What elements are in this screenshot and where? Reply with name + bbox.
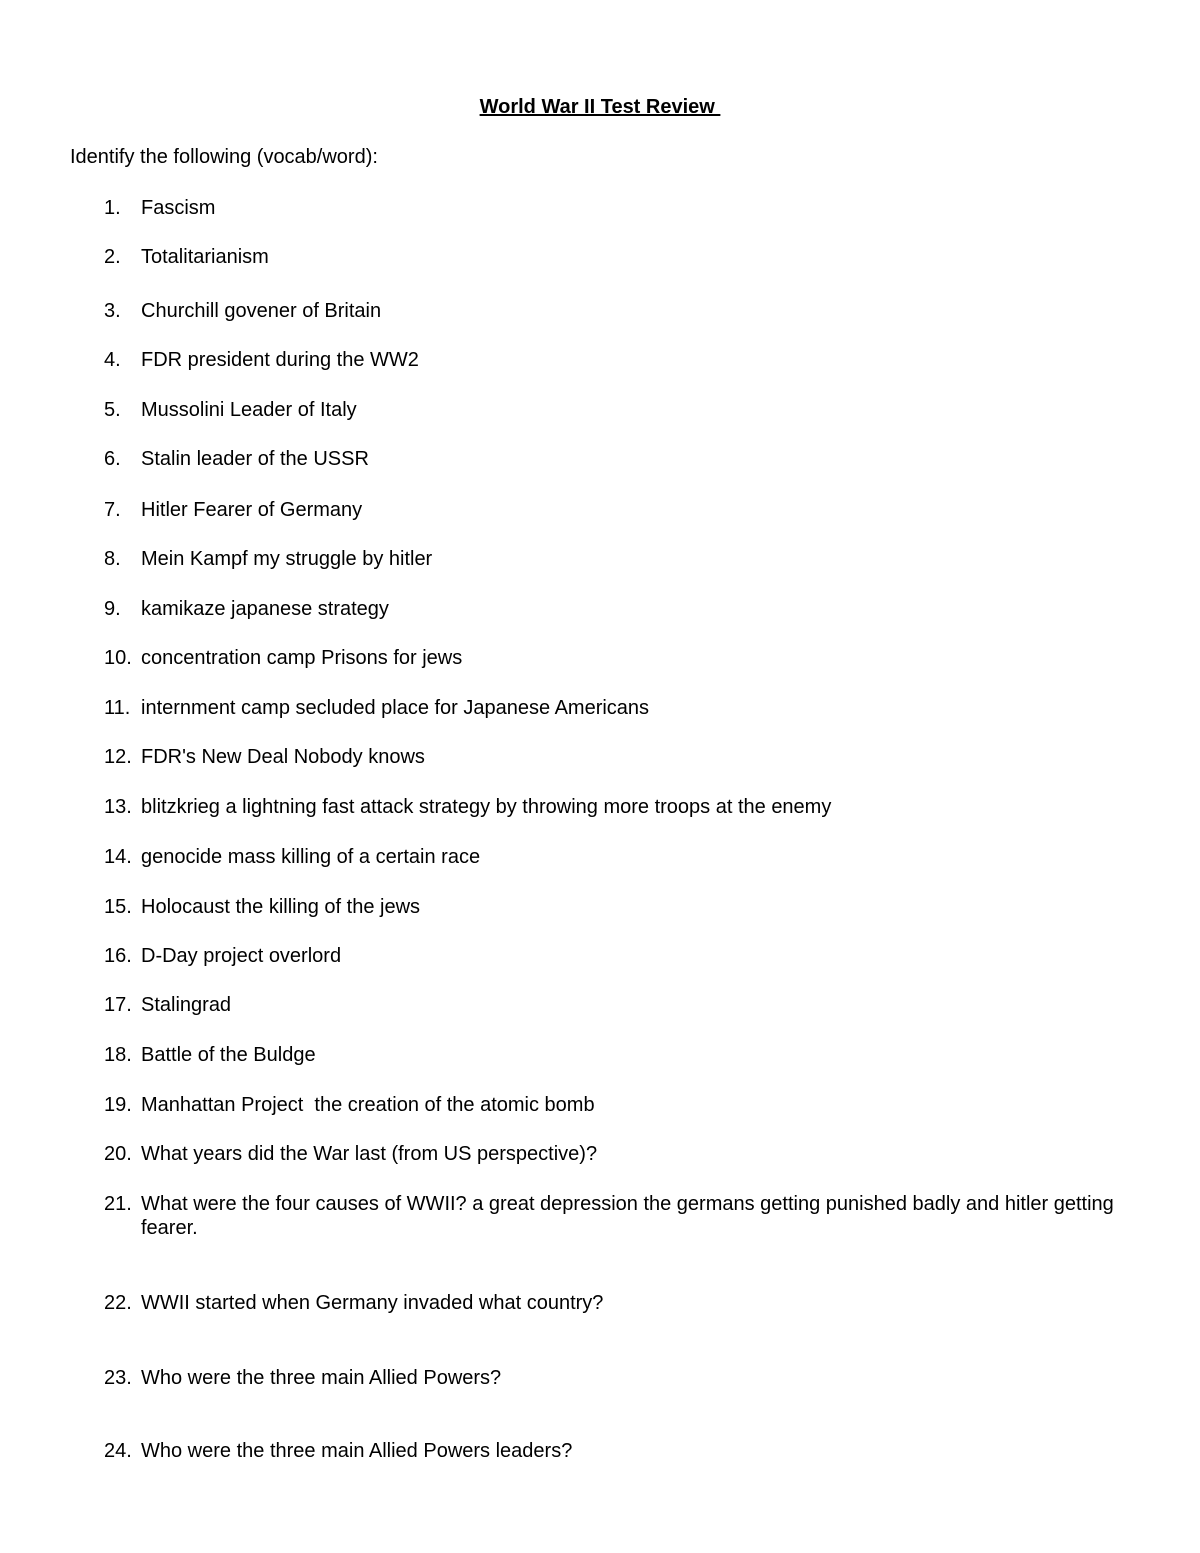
item-text: Holocaust the killing of the jews	[141, 896, 421, 918]
item-text: Who were the three main Allied Powers?	[141, 1367, 502, 1389]
item-text: internment camp secluded place for Japanese Americans	[141, 697, 650, 719]
item-text: genocide mass killing of a certain race	[141, 846, 481, 868]
item-text: D-Day project overlord	[141, 945, 342, 967]
item-number: 9.	[104, 598, 121, 620]
item-number: 7.	[104, 499, 121, 521]
item-number: 18.	[104, 1044, 132, 1066]
item-text: Stalingrad	[141, 994, 232, 1016]
item-number: 21.	[104, 1193, 132, 1215]
item-number: 3.	[104, 300, 121, 322]
item-number: 12.	[104, 746, 132, 768]
item-number: 2.	[104, 246, 121, 268]
item-text: Stalin leader of the USSR	[141, 448, 369, 470]
item-text: Totalitarianism	[141, 246, 269, 268]
item-number: 10.	[104, 647, 132, 669]
item-number: 6.	[104, 448, 121, 470]
item-number: 20.	[104, 1143, 132, 1165]
item-number: 16.	[104, 945, 132, 967]
item-number: 4.	[104, 349, 121, 371]
item-number: 11.	[104, 697, 131, 719]
item-number: 23.	[104, 1367, 132, 1389]
item-text: Fascism	[141, 197, 216, 219]
item-text: FDR president during the WW2	[141, 349, 419, 371]
item-text: Mussolini Leader of Italy	[141, 399, 357, 421]
item-text: WWII started when Germany invaded what country?	[141, 1292, 604, 1314]
item-text: What were the four causes of WWII? a great depression the germans getting punished badly and hitler getting fearer.	[141, 1193, 1120, 1239]
intro-text: Identify the following (vocab/word):	[70, 146, 378, 168]
item-text: concentration camp Prisons for jews	[141, 647, 463, 669]
item-text: blitzkrieg a lightning fast attack strategy by throwing more troops at the enemy	[141, 796, 832, 818]
item-text: Battle of the Buldge	[141, 1044, 316, 1066]
document-title: World War II Test Review	[479, 96, 721, 118]
item-number: 5.	[104, 399, 121, 421]
item-number: 19.	[104, 1094, 132, 1116]
item-text: What years did the War last (from US perspective)?	[141, 1143, 598, 1165]
item-number: 1.	[104, 197, 121, 219]
item-number: 8.	[104, 548, 121, 570]
item-number: 15.	[104, 896, 132, 918]
item-number: 13.	[104, 796, 132, 818]
item-text: Churchill govener of Britain	[141, 300, 382, 322]
item-text: kamikaze japanese strategy	[141, 598, 389, 620]
item-text: Manhattan Project the creation of the atomic bomb	[141, 1094, 595, 1116]
item-number: 17.	[104, 994, 132, 1016]
item-text: Mein Kampf my struggle by hitler	[141, 548, 433, 570]
item-text: Hitler Fearer of Germany	[141, 499, 363, 521]
item-text: FDR's New Deal Nobody knows	[141, 746, 425, 768]
item-number: 14.	[104, 846, 132, 868]
item-number: 24.	[104, 1440, 132, 1462]
item-number: 22.	[104, 1292, 132, 1314]
item-text: Who were the three main Allied Powers leaders?	[141, 1440, 573, 1462]
